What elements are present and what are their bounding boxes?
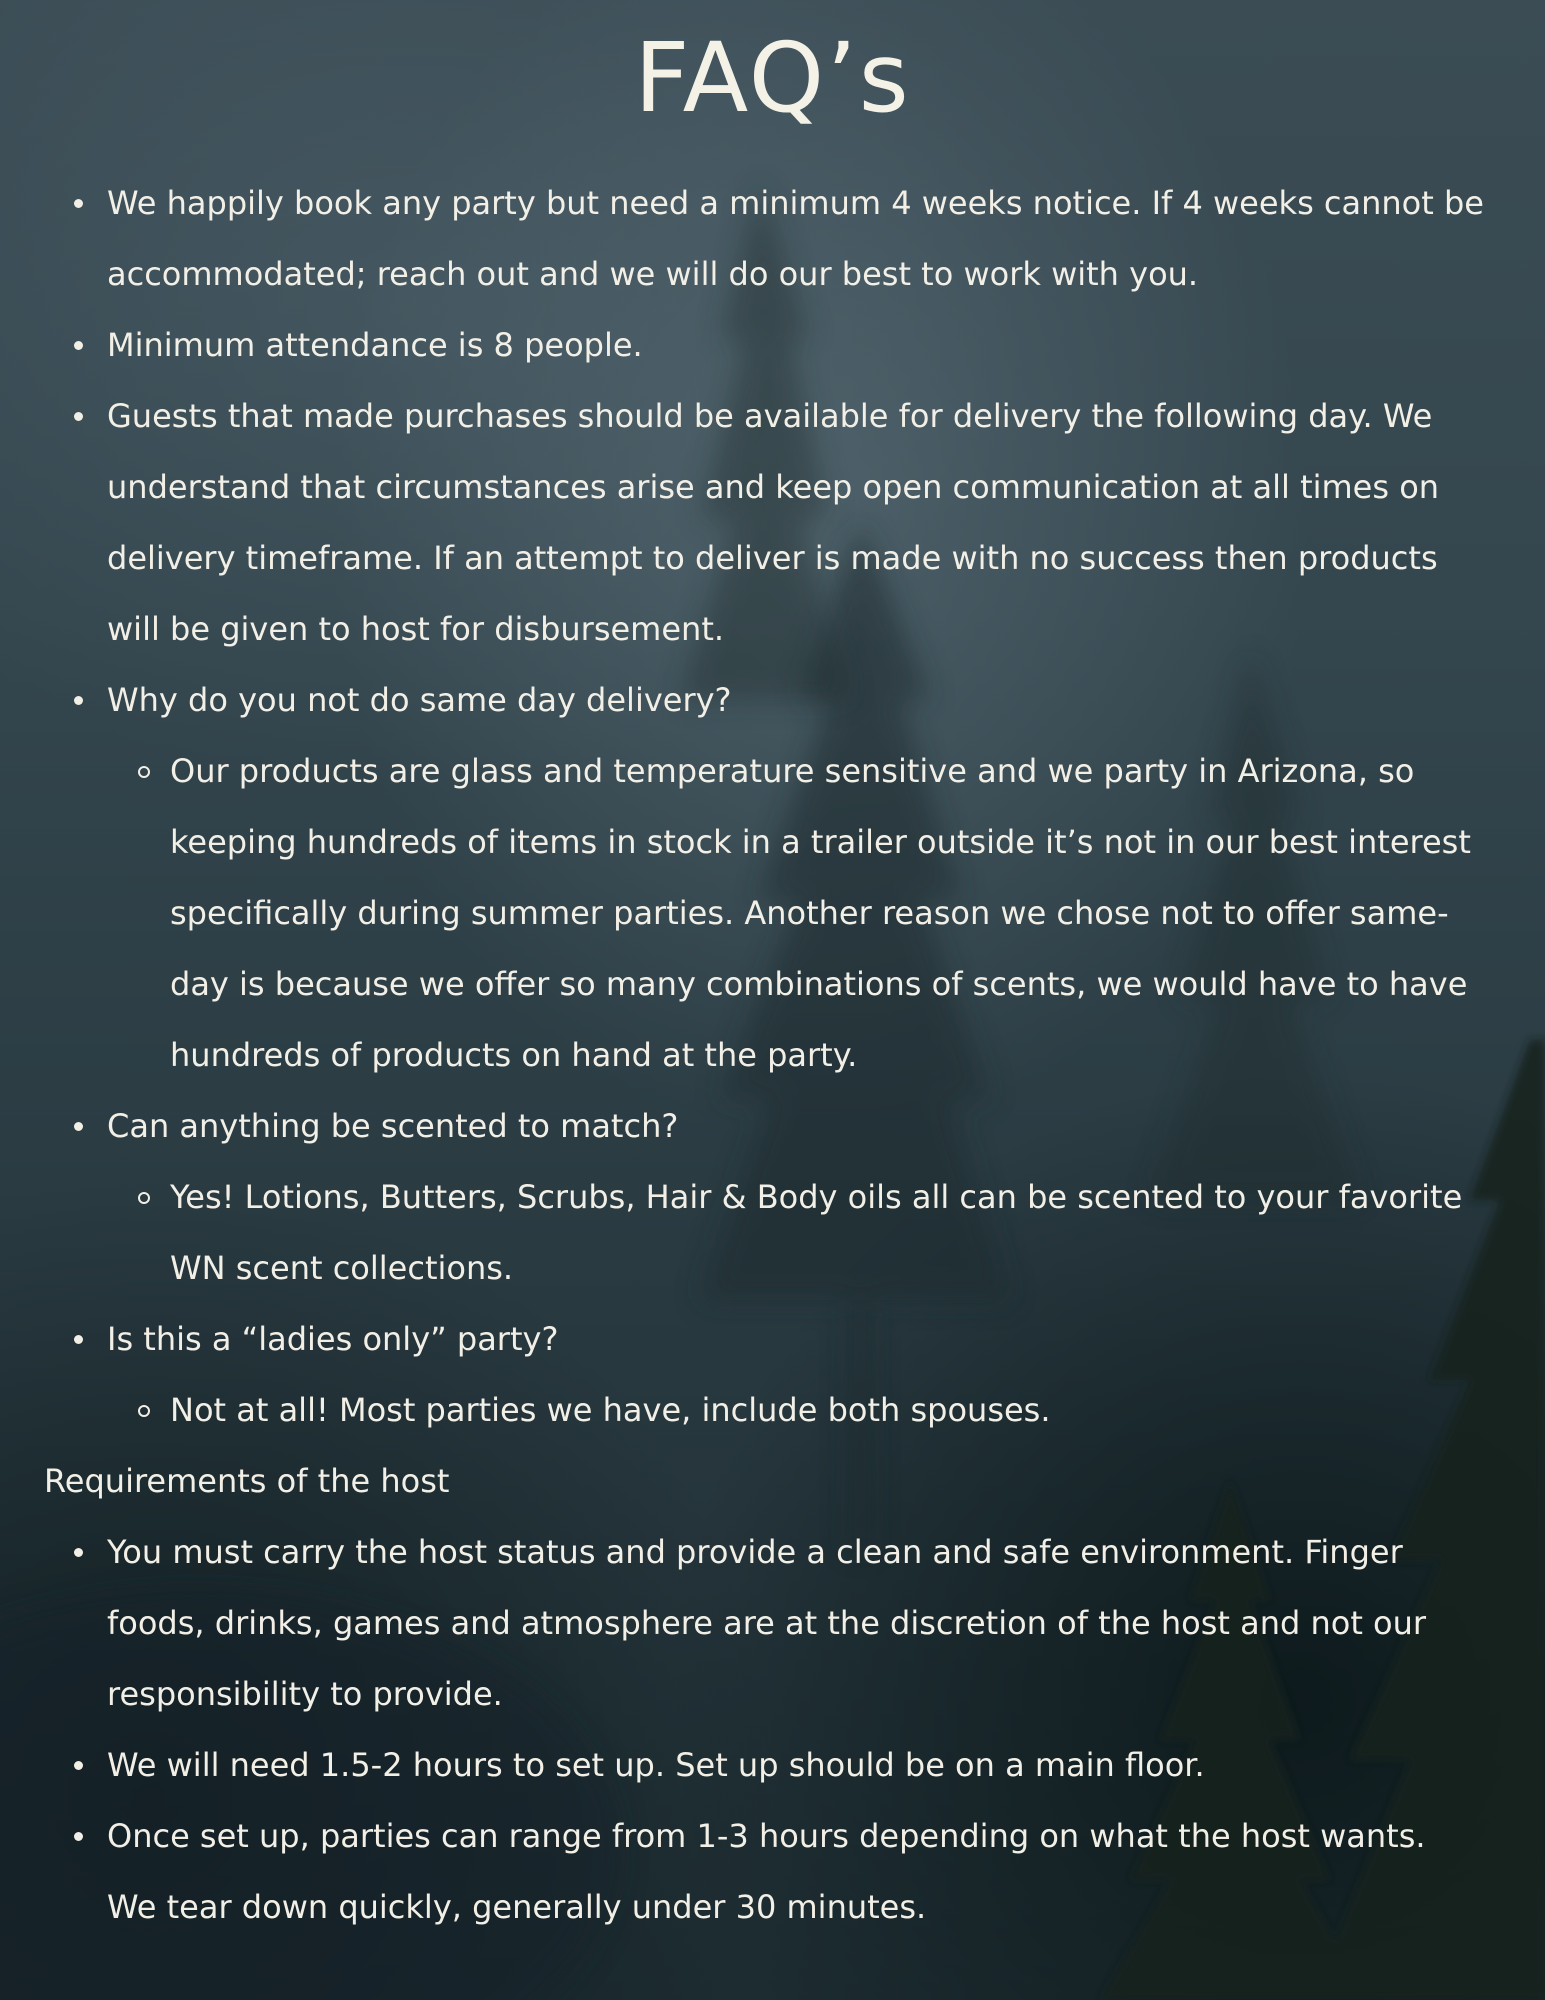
host-requirement-text: You must carry the host status and provide a clean and safe environment. Finger foods, drinks, games and atmosphere are at the discretion of the host and not our responsibility to provide. xyxy=(107,1533,1427,1713)
host-requirement-text: Once set up, parties can range from 1-3 hours depending on what the host wants. We tear down quickly, generally under 30 minutes. xyxy=(107,1817,1426,1926)
faq-item-booking-notice xyxy=(0,168,1545,310)
faq-answer-list xyxy=(107,1375,1485,1446)
faq-answer-text: Yes! Lotions, Butters, Scrubs, Hair & Body oils all can be scented to your favorite WN scent collections. xyxy=(170,1178,1463,1287)
faq-item-text: Minimum attendance is 8 people. xyxy=(107,326,643,364)
faq-item-delivery xyxy=(0,381,1545,665)
faq-item-text: Guests that made purchases should be available for delivery the following day. We understand that circumstances arise and keep open communication at all times on delivery timeframe. If an attempt to deliver is made with no success then products will be given to host for disbursement. xyxy=(107,397,1440,648)
host-requirement-item xyxy=(0,1730,1545,1801)
faq-answer-list xyxy=(107,1162,1485,1304)
faq-answer-text: Not at all! Most parties we have, include both spouses. xyxy=(170,1391,1051,1429)
faq-content xyxy=(0,168,1545,1943)
faq-item-ladies-only xyxy=(0,1304,1545,1446)
host-requirements-heading: Requirements of the host xyxy=(44,1462,450,1500)
host-requirement-item xyxy=(0,1801,1545,1943)
faq-question: Why do you not do same day delivery? xyxy=(107,681,732,719)
host-requirement-item xyxy=(0,1517,1545,1730)
faq-answer xyxy=(107,736,1485,1091)
faq-question: Is this a “ladies only” party? xyxy=(107,1320,559,1358)
faq-answer xyxy=(107,1162,1485,1304)
faq-item-minimum-attendance xyxy=(0,310,1545,381)
faq-item-scent-match xyxy=(0,1091,1545,1304)
faq-item-text: We happily book any party but need a minimum 4 weeks notice. If 4 weeks cannot be accommodated; reach out and we will do our best to work with you. xyxy=(107,184,1484,293)
page-title: FAQ’s xyxy=(634,22,911,134)
faq-item-same-day-delivery xyxy=(0,665,1545,1091)
faq-answer-text: Our products are glass and temperature sensitive and we party in Arizona, so keeping hundreds of items in stock in a trailer outside it’s not in our best interest specifically during summer parties. Another reason we chose not to offer same-day is because we offer so many combinations of scents, we would have to have hundreds of products on hand at the party. xyxy=(170,752,1471,1074)
faq-answer-list xyxy=(107,736,1485,1091)
host-requirement-text: We will need 1.5-2 hours to set up. Set up should be on a main floor. xyxy=(107,1746,1205,1784)
faq-list xyxy=(0,168,1545,1446)
faq-question: Can anything be scented to match? xyxy=(107,1107,679,1145)
host-requirements-list xyxy=(0,1517,1545,1943)
faq-answer xyxy=(107,1375,1485,1446)
